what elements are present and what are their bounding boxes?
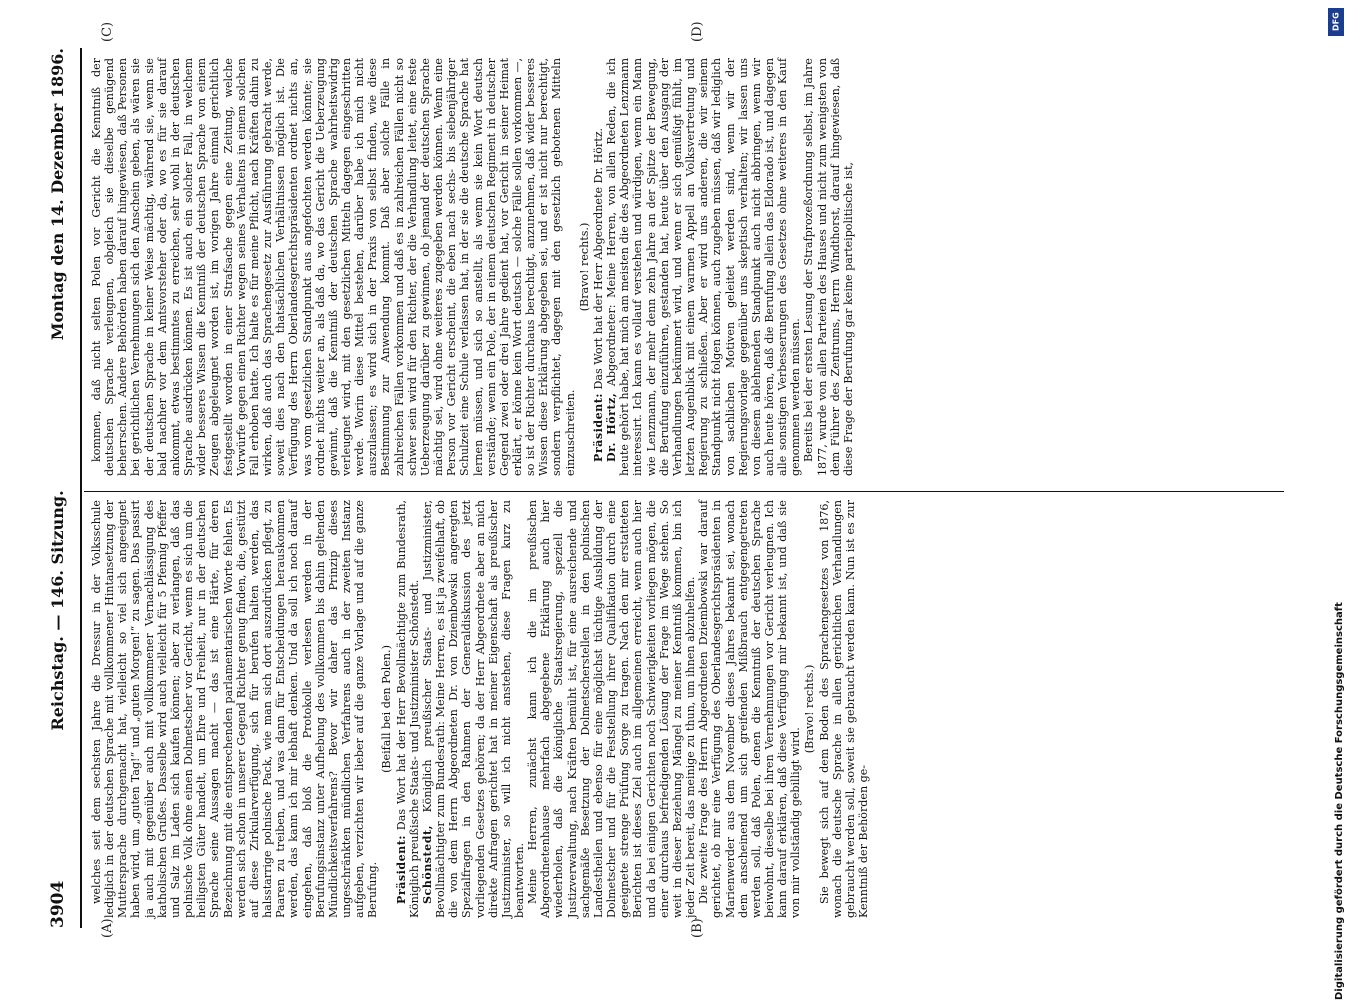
speech-text: Das Wort hat der Herr Bevollmächtigte zum Bundesrath, Königlich preußische Staats- und Justizminister Schönstedt. (394, 500, 421, 918)
speech-text: Das Wort hat der Herr Abgeordnete Dr. Hörtz. (591, 127, 605, 390)
speaker-name: Schönstedt, (420, 825, 434, 904)
dfg-logo: DFG (1328, 8, 1344, 36)
paragraph: Die zweite Frage des Herrn Abgeordneten Dziembowski war darauf gerichtet, ob mir eine Verfügung des Oberlandesgerichtspräsidenten in Marienwerder aus dem November dieses Jahres bekannt sei, wonach dem anscheinend um sich greifenden Mißbrauch entgegengetreten werden soll, daß Polen, denen die Kenntniß der deutschen Sprache beiwohnt, dieselbe bei ihren Vernehmungen vor Gericht verleugnen. Ich kann darauf erklären, daß diese Verfügung mir bekannt ist, und daß sie von mir vollständig gebilligt wird. (697, 500, 803, 918)
header-rule (80, 48, 82, 928)
session-title: Reichstag. — 146. Sitzung. (48, 490, 67, 731)
margin-letter-a: (A) (100, 918, 115, 938)
margin-letter-c: (C) (100, 21, 115, 42)
column-divider (84, 491, 1284, 492)
applause-note: (Beifall bei den Polen.) (380, 645, 394, 773)
speaker-name: Präsident: (394, 835, 408, 904)
speech-text: Königlich preußischer Staats- und Justizminister, Bevollmächtigter zum Bundesrath: Meine Herren, es ist ja zweifelhaft, ob die von dem Herrn Abgeordneten Dr. von Dziembowski angeregten Spezialfragen in den Rahmen der Generaldiskussion des jetzt vorliegenden Gesetzes gehören; da der Herr Abgeordnete aber an mich direkte Anfragen gerichtet hat in meiner Eigenschaft als preußischer Justizminister, so will ich nicht anstehen, diese Fragen kurz zu beantworten. (420, 500, 526, 918)
digitization-strip (1322, 0, 1353, 1000)
applause-note: (Bravo! rechts.) (577, 222, 591, 312)
speaker-paragraph (421, 500, 526, 918)
applause-note: (Bravo! rechts.) (803, 664, 817, 754)
paragraph: Bereits bei der ersten Lesung der Strafprozeßordnung selbst, im Jahre 1877, wurde von allen Parteien des Hauses und nicht zum wenigsten von dem Führer des Zentrums, Herrn Windthorst, darauf hingewiesen, daß diese Frage der Berufung gar keine parteipolitische ist, (802, 58, 855, 476)
paragraph: welches seit dem sechsten Jahre die Dressur in der Volksschule lediglich in der deutschen Sprache mit vollkommener Hintansetzung der Muttersprache durchgemacht hat, vielleicht so viel sich angeeignet haben wird, um „guten Tag!“ und „guten Morgen!“ zu sagen. Das passirt ja auch mit gegenüber auch mit vollkommener Vernachlässigung des katholischen Grußes. Dasselbe wird auch vielleicht für 5 Pfennig Pfeffer und Salz im Laden sich kaufen können; aber zu verlangen, daß das polnische Volk ohne einen Dolmetscher vor Gericht, wenn es sich um die heiligsten Güter handelt, um Ehre und Freiheit, nur in der deutschen Sprache seine Aussagen macht — das ist eine Härte, für deren Bezeichnung mit die entsprechenden parlamentarischen Worte fehlen. Es werden sich schon in unserer Gegend Richter genug finden, die, gestützt auf diese Zirkularverfügung, sich für berufen halten werden, das halsstarrige polnische Pack, wie man sich dort auszudrücken pflegt, zu Paaren zu treiben, und was dann für Entscheidungen herauskommen werden, das kann ich mir lebhaft denken. Und da soll ich noch darauf eingehen, daß bloß die Protokolle verlesen werden in der Berufungsinstanz unter Aufhebung des vollkommen bis dahin geltenden Mündlichkeitsverfahrens? Bevor wir daher das Prinzip dieses ungeschränkten mündlichen Verfahrens auch in der zweiten Instanz aufgeben, verzichten wir lieber auf die ganze Vorlage und auf die ganze Berufung. (90, 500, 380, 918)
margin-letter-b: (B) (690, 918, 705, 938)
left-column (90, 500, 870, 918)
page-number: 3904 (48, 880, 68, 928)
speech-text: Abgeordneter: Meine Herren, von allen Reden, die ich heute gehört habe, hat mich am meisten die des Abgeordneten Lenzmann interessirt. Ich kann es vollauf verstehen und würdigen, wenn ein Mann wie Lenzmann, der mehr denn zehn Jahre an der Spitze der Bewegung, die Berufung einzuführen, gestanden hat, heute über den Ausgang der Verhandlungen bekümmert wird, und wenn er sich gemüßigt fühlt, im letzten Augenblick mit einem warmen Appell an Volksvertretung und Regierung zu schließen. Aber er wird uns anderen, die wir seinem Standpunkt nicht folgen können, auch zugeben müssen, daß wir lediglich von sachlichen Motiven geleitet werden sind, wenn wir der Regierungsvorlage gegenüber uns skeptisch verhalten; wir lassen uns von diesem ablehnenden Standpunkt auch nicht abbringen, wenn wir auch heute hören, daß die Berufung allein das Eldorado ist, und dagegen alle sonstigen Verbesserungen des Gesetzes ohne weiteres in den Kauf genommen werden müssen. (605, 57, 803, 476)
speaker-name: Dr. Hörtz, (605, 392, 619, 462)
speaker-name: Präsident: (591, 393, 605, 462)
page-header (48, 48, 76, 928)
speaker-paragraph (395, 500, 421, 918)
margin-letter-d: (D) (690, 21, 705, 42)
digitization-credit: Digitalisierung gefördert durch die Deutsche Forschungsgemeinschaft (1334, 602, 1345, 1000)
session-date: Montag den 14. Dezember 1896. (48, 48, 67, 341)
paragraph: kommen, daß nicht selten Polen vor Gericht die Kenntniß der deutschen Sprache verleugnen, obgleich sie dieselbe genügend beherrschen. Andere Behörden haben darauf hingewiesen, daß Personen bei gerichtlichen Vernehmungen sich den Anschein geben, als wären sie der deutschen Sprache in keiner Weise mächtig, während sie, wenn sie bald nachher vor dem Amtsvorsteher oder da, wo es für sie darauf ankommt, etwas bestimmtes zu erreichen, sehr wohl in der deutschen Sprache ausdrücken können. Es ist auch ein solcher Fall, in welchem wider besseres Wissen die Kenntniß der deutschen Sprache von einem Zeugen abgeleugnet worden ist, im vorigen Jahre einmal gerichtlich festgestellt worden in einer Strafsache gegen eine Zeitung, welche Vorwürfe gegen einen Richter wegen seines Verhaltens in einem solchen Fall erhoben hatte. Ich halte es für meine Pflicht, nach Kräften dahin zu wirken, daß auch das Sprachengesetz zur Ausführung gebracht werde, soweit dies nach den thatsächlichen Verhältnissen möglich ist. Die Verfügung des Herrn Oberlandesgerichtspräsidenten ordnet nichts an, was vom gesetzlichen Standpunkt aus angefochten werden könnte; sie ordnet nichts weiter an, als daß da, wo das Gericht die Ueberzeugung gewinnt, daß die Kenntniß der deutschen Sprache wahrheitswidrig verleugnet wird, mit den gesetzlichen Mitteln dagegen eingeschritten werde. Worin diese Mittel bestehen, darüber habe ich mich nicht auszulassen; es wird sich in der Praxis von selbst finden, wie diese Bestimmung zur Anwendung kommt. Daß aber solche Fälle in zahlreichen Fällen vorkommen und daß es in zahlreichen Fällen nicht so schwer sein wird für den Richter, der die Verhandlung leitet, eine feste Ueberzeugung darüber zu gewinnen, ob jemand der deutschen Sprache mächtig sei, wird ohne weiteres zugegeben werden können. Wenn eine Person vor Gericht erscheint, die eben nach sechs- bis siebenjähriger Schulzeit eine Schule verlassen hat, in der sie die deutsche Sprache hat lernen müssen, und sich so anstellt, als wenn sie kein Wort deutsch verstände; wenn ein Pole, der in einem deutschen Regiment in deutscher Gegend zwei oder drei Jahre gedient hat, vor Gericht in seiner Heimat erklärt, er könne kein Wort deutsch — solche Fälle sollen vorkommen —, so ist der Richter durchaus berechtigt, anzunehmen, daß wider besseres Wissen diese Erklärung abgegeben sei, und er ist nicht nur berechtigt, sondern verpflichtet, dagegen mit den gesetzlich gebotenen Mitteln einzuschreiten. (90, 58, 577, 476)
paragraph: Sie bewegt sich auf dem Boden des Sprachengesetzes von 1876, wonach die deutsche Sprache in allen gerichtlichen Verhandlungen gebraucht werden soll, soweit sie gebraucht werden kann. Nun ist es zur Kenntniß der Behörden ge- (817, 500, 871, 918)
right-column (90, 58, 855, 476)
speaker-paragraph (605, 58, 802, 476)
speaker-paragraph (592, 58, 605, 476)
paragraph: Meine Herren, zunächst kann ich die im preußischen Abgeordnetenhause mehrfach abgegebene Erklärung auch hier wiederholen, daß die königliche Staatsregierung, speziell die Justizverwaltung, nach Kräften bemüht ist, für eine ausreichende und sachgemäße Besetzung der Dolmetscherstellen in den polnischen Landestheilen und ebenso für eine möglichst tüchtige Ausbildung der Dolmetscher und für die Feststellung ihrer Qualifikation durch eine geeignete strenge Prüfung Sorge zu tragen. Nach den mir erstatteten Berichten ist dieses Ziel auch im allgemeinen erreicht, wenn auch hier und da bei einigen Gerichten noch Schwierigkeiten vorliegen mögen, die einer durchaus befriedigenden Lösung der Frage im Wege stehen. So weit in dieser Beziehung Mängel zu meiner Kenntniß kommen, bin ich jeder Zeit bereit, das meinige zu thun, um ihnen abzuhelfen. (526, 500, 698, 918)
